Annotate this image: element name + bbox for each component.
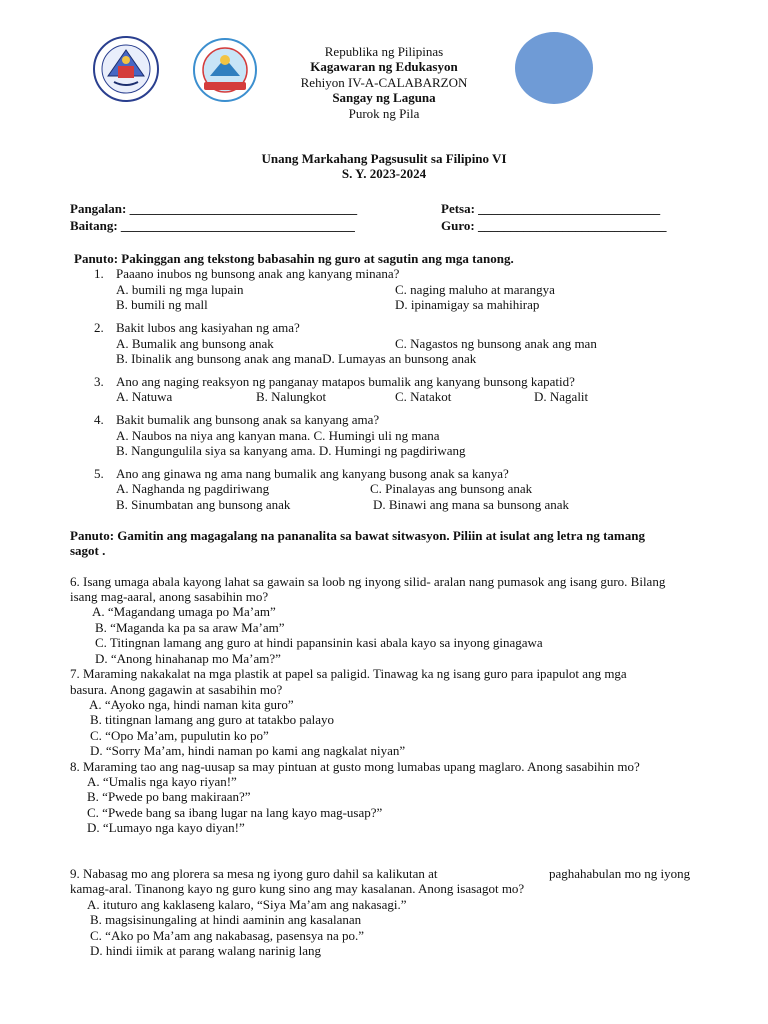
q3-number: 3. [94, 374, 104, 389]
q1-choice-a: A. bumili ng mga lupain [116, 282, 244, 297]
q7-text-line2: basura. Anong gagawin at sasabihin mo? [70, 682, 283, 697]
q4-text: Bakit bumalik ang bunsong anak sa kanyang ama? [116, 412, 380, 427]
q6-choice-d: D. “Anong hinahanap mo Ma’am?” [95, 651, 281, 666]
header-department: Kagawaran ng Edukasyon [310, 59, 458, 74]
name-field: Pangalan: ___________________________________ [70, 201, 358, 216]
q6-choice-c: C. Titingnan lamang ang guro at hindi papansinin kasi abala kayo sa inyong ginagawa [95, 635, 543, 650]
q5-number: 5. [94, 466, 104, 481]
q3-choice-b: B. Nalungkot [256, 389, 327, 404]
q7-choice-d: D. “Sorry Ma’am, hindi naman po kami ang nagkalat niyan” [90, 743, 406, 758]
q2-choice-bd: B. Ibinalik ang bunsong anak ang manaD. Lumayas an bunsong anak [116, 351, 477, 366]
q6-choice-a: A. “Magandang umaga po Ma’am” [92, 604, 276, 619]
q7-choice-a: A. “Ayoko nga, hindi naman kita guro” [89, 697, 294, 712]
q7-choice-b: B. titingnan lamang ang guro at tatakbo palayo [90, 712, 335, 727]
q3-choice-c: C. Natakot [395, 389, 452, 404]
header-district: Purok ng Pila [348, 106, 420, 121]
q5-choice-c: C. Pinalayas ang bunsong anak [370, 481, 533, 496]
q5-choice-d: D. Binawi ang mana sa bunsong anak [373, 497, 570, 512]
q7-choice-c: C. “Opo Ma’am, pupulutin ko po” [90, 728, 269, 743]
part2-instruction-line2: sagot . [70, 543, 106, 558]
grade-field: Baitang: ____________________________________ [70, 218, 355, 233]
q6-text-line1: 6. Isang umaga abala kayong lahat sa gawain sa loob ng inyong silid- aralan nang pumasok ang isang guro. Bilang [70, 574, 666, 589]
q9-text-line1b: paghahabulan mo ng iyong [549, 866, 691, 881]
q1-text: Paaano inubos ng bunsong anak ang kanyang minana? [116, 266, 400, 281]
q5-choice-b: B. Sinumbatan ang bunsong anak [116, 497, 291, 512]
q4-choice-ac: A. Naubos na niya ang kanyan mana. C. Humingi uli ng mana [116, 428, 440, 443]
q2-choice-a: A. Bumalik ang bunsong anak [116, 336, 274, 351]
teacher-field: Guro: _____________________________ [441, 218, 667, 233]
q2-text: Bakit lubos ang kasiyahan ng ama? [116, 320, 300, 335]
part2-instruction-line1: Panuto: Gamitin ang magagalang na pananalita sa bawat sitwasyon. Piliin at isulat ang letra ng tamang [70, 528, 645, 543]
q8-choice-b: B. “Pwede po bang makiraan?” [87, 789, 251, 804]
q8-choice-c: C. “Pwede bang sa ibang lugar na lang kayo mag-usap?” [87, 805, 383, 820]
q3-choice-d: D. Nagalit [534, 389, 589, 404]
q9-text-line1a: 9. Nabasag mo ang plorera sa mesa ng iyong guro dahil sa kalikutan at [70, 866, 438, 881]
q3-choice-a: A. Natuwa [116, 389, 173, 404]
header-division: Sangay ng Laguna [332, 90, 436, 105]
q1-number: 1. [94, 266, 104, 281]
q9-choice-c: C. “Ako po Ma’am ang nakabasag, pasensya na po.” [90, 928, 364, 943]
q9-text-line2: kamag-aral. Tinanong kayo ng guro kung sino ang may kasalanan. Anong isasagot mo? [70, 881, 525, 896]
part1-instruction: Panuto: Pakinggan ang tekstong babasahin ng guro at sagutin ang mga tanong. [74, 251, 514, 266]
q4-choice-bd: B. Nangungulila siya sa kanyang ama. D. Humingi ng pagdiriwang [116, 443, 466, 458]
q1-choice-c: C. naging maluho at marangya [395, 282, 555, 297]
q9-choice-b: B. magsisinungaling at hindi aaminin ang kasalanan [90, 912, 362, 927]
school-year: S. Y. 2023-2024 [341, 166, 427, 181]
q4-number: 4. [94, 412, 104, 427]
exam-title: Unang Markahang Pagsusulit sa Filipino VI [261, 151, 507, 166]
q6-text-line2: isang mag-aaral, anong sasabihin mo? [70, 589, 269, 604]
header-republic: Republika ng Pilipinas [324, 44, 444, 59]
header-region: Rehiyon IV-A-CALABARZON [300, 75, 468, 90]
q8-choice-d: D. “Lumayo nga kayo diyan!” [87, 820, 245, 835]
q1-choice-b: B. bumili ng mall [116, 297, 208, 312]
q5-text: Ano ang ginawa ng ama nang bumalik ang kanyang busong anak sa kanya? [116, 466, 509, 481]
q2-number: 2. [94, 320, 104, 335]
q5-choice-a: A. Naghanda ng pagdiriwang [116, 481, 270, 496]
q8-text-line1: 8. Maraming tao ang nag-uusap sa may pintuan at gusto mong lumabas upang maglaro. Anong sasabihin mo? [70, 759, 640, 774]
q9-choice-d: D. hindi iimik at parang walang narinig lang [90, 943, 322, 958]
q7-text-line1: 7. Maraming nakakalat na mga plastik at papel sa paligid. Tinawag ka ng isang guro para ipapulot ang mga [70, 666, 627, 681]
q6-choice-b: B. “Maganda ka pa sa araw Ma’am” [95, 620, 285, 635]
q3-text: Ano ang naging reaksyon ng panganay matapos bumalik ang kanyang bunsong kapatid? [116, 374, 575, 389]
q1-choice-d: D. ipinamigay sa mahihirap [395, 297, 540, 312]
q2-choice-c: C. Nagastos ng bunsong anak ang man [395, 336, 597, 351]
date-field: Petsa: ____________________________ [441, 201, 661, 216]
q8-choice-a: A. “Umalis nga kayo riyan!” [87, 774, 237, 789]
q9-choice-a: A. ituturo ang kaklaseng kalaro, “Siya Ma’am ang nakasagi.” [87, 897, 407, 912]
